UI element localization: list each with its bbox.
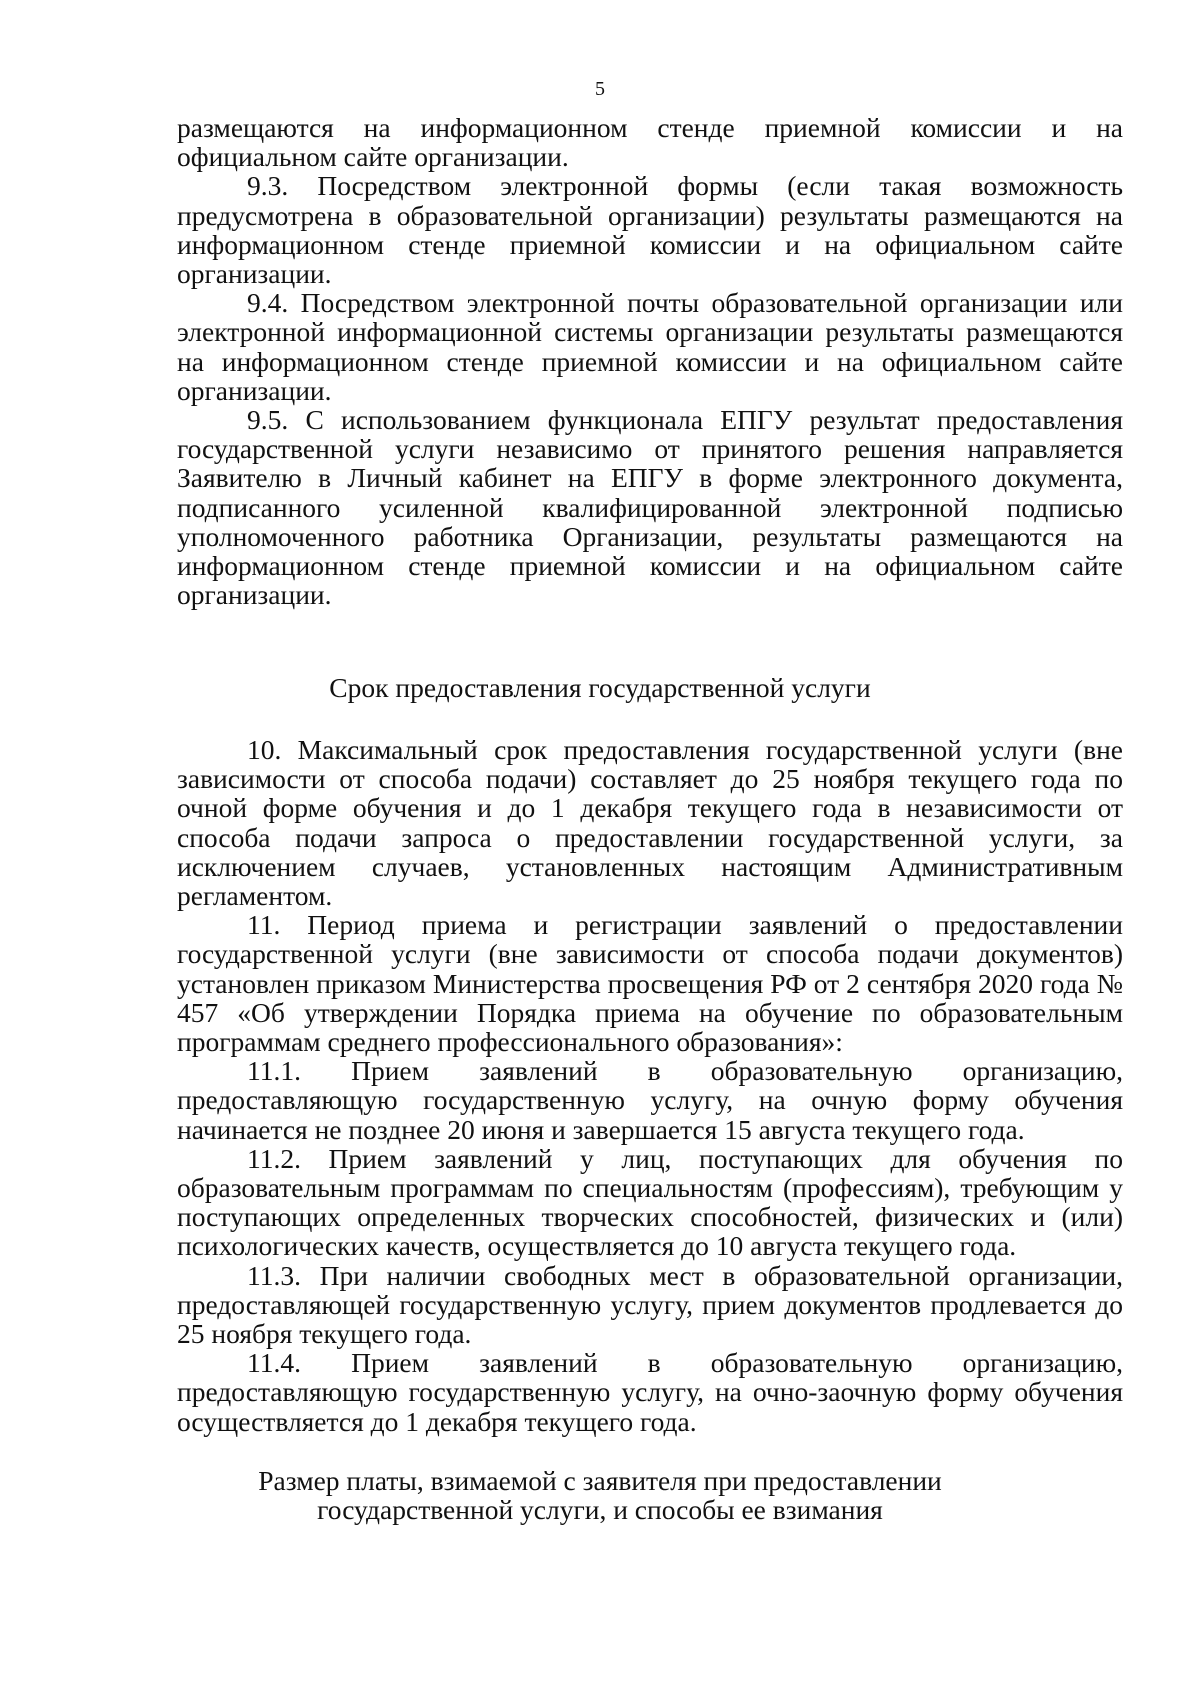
- section-heading-term-text: Срок предоставления государственной услуги: [329, 672, 871, 703]
- section-heading-fee-line1: Размер платы, взимаемой с заявителя при предоставлении: [258, 1465, 942, 1496]
- section-heading-fee-line2: государственной услуги, и способы ее взимания: [317, 1494, 883, 1526]
- paragraph-continuation: размещаются на информационном стенде приемной комиссии и на официальном сайте организации.: [177, 112, 1123, 173]
- paragraph-9-5: 9.5. С использованием функционала ЕПГУ результат предоставления государственной услуги независимо от принятого решения направляется Заявителю в Личный кабинет на ЕПГУ в форме электронного документа, подписанного усиленной квалифицированной электронной подписью уполномоченного работника Организации, результаты размещаются на информационном стенде приемной комиссии и на официальном сайте организации.: [177, 404, 1123, 611]
- page-number: 5: [595, 78, 605, 100]
- results-section-body: [177, 113, 1123, 609]
- section-heading-term: [0, 673, 1200, 702]
- paragraph-9-4: 9.4. Посредством электронной почты образовательной организации или электронной информационной системы организации результаты размещаются на информационном стенде приемной комиссии и на официальном сайте организации.: [177, 287, 1123, 406]
- paragraph-11: 11. Период приема и регистрации заявлений о предоставлении государственной услуги (вне зависимости от способа подачи документов) установлен приказом Министерства просвещения РФ от 2 сентября 2020 года № 457 «Об утверждении Порядка приема на обучение по образовательным программам среднего профессионального образования»:: [177, 909, 1123, 1058]
- paragraph-9-3: 9.3. Посредством электронной формы (если такая возможность предусмотрена в образовательной организации) результаты размещаются на информационном стенде приемной комиссии и на официальном сайте организации.: [177, 170, 1123, 290]
- paragraph-11-2: 11.2. Прием заявлений у лиц, поступающих для обучения по образовательным программам по специальностям (профессиям), требующим у поступающих определенных творческих способностей, физических и (или) психологических качеств, осуществляется до 10 августа текущего года.: [177, 1142, 1123, 1262]
- term-section-body: [177, 735, 1123, 1436]
- paragraph-11-4: 11.4. Прием заявлений в образовательную организацию, предоставляющую государственную услугу, на очно-заочную форму обучения осуществляется до 1 декабря текущего года.: [177, 1347, 1123, 1437]
- paragraph-10: 10. Максимальный срок предоставления государственной услуги (вне зависимости от способа подачи) составляет до 25 ноября текущего года по очной форме обучения и до 1 декабря текущего года в независимости от способа подачи запроса о предоставлении государственной услуги, за исключением случаев, установленных настоящим Административным регламентом.: [177, 734, 1123, 912]
- paragraph-11-3: 11.3. При наличии свободных мест в образовательной организации, предоставляющей государственную услугу, прием документов продлевается до 25 ноября текущего года.: [177, 1259, 1123, 1350]
- paragraph-11-1: 11.1. Прием заявлений в образовательную организацию, предоставляющую государственную услугу, на очную форму обучения начинается не позднее 20 июня и завершается 15 августа текущего года.: [177, 1055, 1123, 1145]
- section-heading-fee: [0, 1466, 1200, 1524]
